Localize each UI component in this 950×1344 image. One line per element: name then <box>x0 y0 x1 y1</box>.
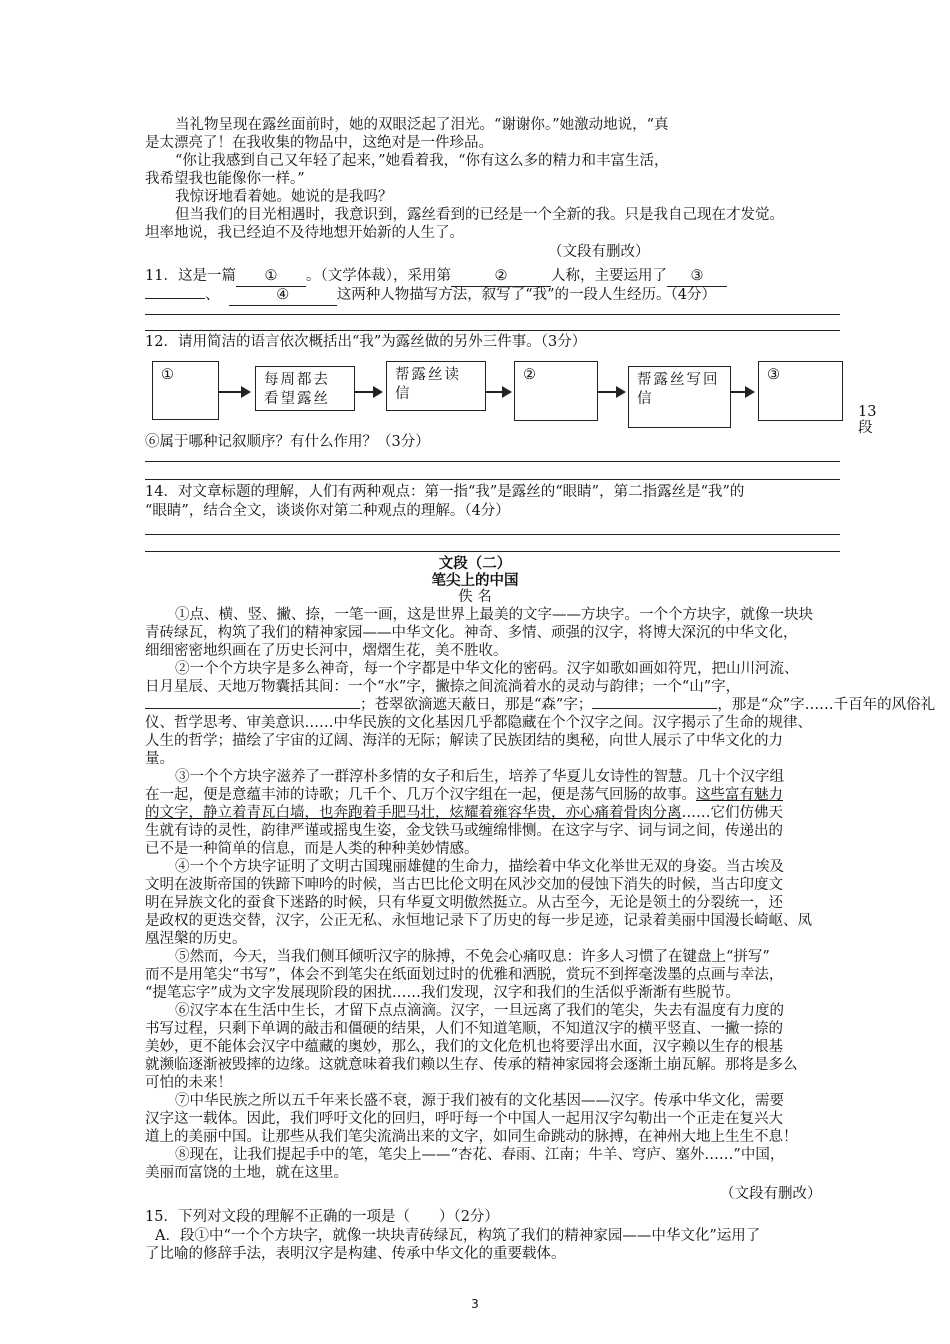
passage-line: ⑥汉字本在生活中生长，才留下点点滴滴。汉字，一旦远离了我们的笔尖，失去有温度有力度的 <box>175 1003 784 1019</box>
story-para-4: 但当我们的目光相遇时，我意识到，露丝看到的已经是一个全新的我。只是我自己现在才发觉。 <box>175 207 784 223</box>
passage-line: 是政权的更迭交替，汉字，公正无私、永恒地记录下了历史的每一步足迹，记录着美丽中国漫长崎岖、凤 <box>145 913 812 929</box>
underlined-text: 的文字，静立着青瓦白墙，也奔跑着手肥马壮，炫耀着雍容华贵，亦心痛着骨肉分离 <box>145 805 682 821</box>
question-11-line2 <box>145 286 716 306</box>
passage-line: ③一个个方块字滋养了一群淳朴多情的女子和后生，培养了华夏儿女诗性的智慧。几十个汉字组 <box>175 769 784 785</box>
question-14-line1: 14．对文章标题的理解，人们有两种观点：第一指“我”是露丝的“眼睛”，第二指露丝是“我”的 <box>145 484 745 500</box>
passage-text: ；苍翠欲滴遮天蔽日，那是“森”字； <box>360 697 593 713</box>
passage-line: 书写过程，只剩下单调的敲击和僵硬的结果，人们不知道笔顺，不知道汉字的横平竖直、一撇一捺的 <box>145 1021 783 1037</box>
story-edit-note: （文段有删改） <box>548 244 650 260</box>
q13-side-label: 段 <box>858 420 873 436</box>
passage-line: 美妙，更不能体会汉字中蕴藏的奥妙，那么，我们的文化危机也将要浮出水面，汉字赖以生存的根基 <box>145 1039 783 1055</box>
story-para-2: “你让我感到自己又年轻了起来，”她看着我，“你有这么多的精力和丰富生活， <box>175 153 669 169</box>
answer-line[interactable] <box>145 314 840 315</box>
answer-line[interactable] <box>145 461 840 462</box>
flow-box-6[interactable]: ③ <box>758 361 843 421</box>
passage-author: 佚 名 <box>458 589 492 605</box>
passage-line: ⑦中华民族之所以五千年来长盛不衰，源于我们被有的文化基因——汉字。传承中华文化，需要 <box>175 1093 784 1109</box>
question-15: 15．下列对文段的理解不正确的一项是（ ）（2分） <box>145 1209 499 1225</box>
passage-text: 在一起，便是意蕴丰沛的诗歌；几千个、几万个汉字组在一起，便是荡气回肠的故事。 <box>145 787 696 803</box>
flow-box-1[interactable]: ① <box>152 361 219 420</box>
flow-box-4[interactable]: ② <box>514 361 598 421</box>
passage-line: 已不是一种简单的信息，而是人类的种种美妙情感。 <box>145 841 479 857</box>
story-para-3: 我惊讶地看着她。她说的是我吗？ <box>175 189 393 205</box>
q11-text-d: 、 <box>205 287 220 303</box>
flow-box-5: 帮露丝写回信 <box>628 366 731 428</box>
passage-line: 道上的美丽中国。让那些从我们笔尖流淌出来的文字，如同生命跳动的脉搏，在神州大地上生生不息！ <box>145 1129 798 1145</box>
answer-line[interactable] <box>145 479 840 480</box>
passage-edit-note: （文段有删改） <box>720 1186 822 1202</box>
underlined-text: 这些富有魅力 <box>696 787 783 803</box>
passage-line-with-blank <box>145 696 935 715</box>
passage-line: 可怕的未来！ <box>145 1075 232 1091</box>
story-para-1b: 是太漂亮了！在我收集的物品中，这绝对是一件珍品。 <box>145 135 493 151</box>
passage-line: ①点、横、竖、撇、捺，一笔一画，这是世界上最美的文字——方块字。一个个方块字，就像一块块 <box>175 607 813 623</box>
passage-text: ，那是“众”字……千百年的风俗礼 <box>717 697 936 713</box>
passage-line: ②一个个方块字是多么神奇，每一个字都是中华文化的密码。汉字如歌如画如符咒，把山川河流、 <box>175 661 799 677</box>
q11-blank-4[interactable]: ④ <box>229 286 337 306</box>
passage-line: 明在异族文化的蚕食下迷路的时候，只有华夏文明傲然挺立。从古至今，无论是领土的分裂统一，还 <box>145 895 783 911</box>
passage-line-underlined <box>145 786 783 805</box>
q11-text-a: 11．这是一篇 <box>145 268 236 284</box>
passage-line: 仪、哲学思考、审美意识……中华民族的文化基因几乎都隐藏在个个汉字之间。汉字揭示了生命的规律、 <box>145 715 812 731</box>
question-12: 12．请用简洁的语言依次概括出“我”为露丝做的另外三件事。（3分） <box>145 334 587 350</box>
passage-line: ⑧现在，让我们提起手中的笔，笔尖上——“杏花、春雨、江南；牛羊、穹庐、塞外……”中国， <box>175 1147 785 1163</box>
passage-line: 细细密密地织画在了历史长河中，熠熠生花，美不胜收。 <box>145 643 508 659</box>
passage-line: 凰涅槃的历史。 <box>145 931 247 947</box>
passage-line: 生就有诗的灵性，韵律严谨或摇曳生姿，金戈铁马或缠绵悱恻。在这字与字、词与词之间，传递出的 <box>145 823 783 839</box>
q11-blank-3b[interactable] <box>145 298 205 299</box>
question-11 <box>145 267 727 287</box>
q15-option-a-cont: 了比喻的修辞手法，表明汉字是构建、传承中华文化的重要载体。 <box>145 1246 566 1262</box>
arrow-icon <box>598 391 624 393</box>
passage-line: 人生的哲学；描绘了宇宙的辽阔、海洋的无际；解读了民族团结的奥秘，向世人展示了中华文化的力 <box>145 733 783 749</box>
q11-text-c: 人称，主要运用了 <box>550 268 667 284</box>
passage-line: ④一个个方块字证明了文明古国瑰丽雄健的生命力，描绘着中华文化举世无双的身姿。当古埃及 <box>175 859 784 875</box>
answer-line[interactable] <box>145 534 840 535</box>
q11-text-e: 这两种人物描写方法，叙写了“我”的一段人生经历。（4分） <box>336 287 717 303</box>
story-para-2b: 我希望我也能像你一样。” <box>145 171 305 187</box>
story-para-1: 当礼物呈现在露丝面前时，她的双眼泛起了泪光。“谢谢你。”她激动地说，“真 <box>175 117 669 133</box>
story-para-4b: 坦率地说，我已经迫不及待地想开始新的人生了。 <box>145 225 464 241</box>
fill-blank[interactable] <box>145 708 360 709</box>
arrow-icon <box>219 391 249 393</box>
passage-line: 量。 <box>145 751 174 767</box>
arrow-icon <box>355 391 381 393</box>
flow-box-3: 帮露丝读信 <box>386 361 486 411</box>
q11-text-b: 。（文学体裁），采用第 <box>305 268 451 284</box>
question-13: ⑥属于哪种记叙顺序？有什么作用？（3分） <box>145 434 430 450</box>
fill-blank[interactable] <box>592 708 717 709</box>
passage-line: 日月星辰、天地万物囊括其间：一个“水”字，撇捺之间流淌着水的灵动与韵律；一个“山”字， <box>145 679 741 695</box>
answer-line[interactable] <box>145 551 840 552</box>
passage-line-underlined <box>145 804 783 823</box>
passage-title: 笔尖上的中国 <box>431 572 519 589</box>
arrow-icon <box>486 391 510 393</box>
q13-side-number: 13 <box>858 404 877 420</box>
q11-blank-3[interactable]: ③ <box>667 267 727 287</box>
passage-line: 美丽而富饶的土地，就在这里。 <box>145 1165 348 1181</box>
page-number: 3 <box>471 1297 479 1311</box>
passage-line: 青砖绿瓦，构筑了我们的精神家园——中华文化。神奇、多情、顽强的汉字，将博大深沉的中华文化， <box>145 625 798 641</box>
passage-line: 汉字这一载体。因此，我们呼吁文化的回归，呼吁每一个中国人一起用汉字勾勒出一个正走在复兴大 <box>145 1111 783 1127</box>
answer-line[interactable] <box>145 330 840 331</box>
passage-text: ……它们仿佛天 <box>681 805 783 821</box>
flow-box-2: 每周都去看望露丝 <box>255 366 355 411</box>
q11-blank-2[interactable]: ② <box>451 267 551 287</box>
question-14-line2: “眼睛”，结合全文，谈谈你对第二种观点的理解。（4分） <box>145 503 510 519</box>
passage-line: 文明在波斯帝国的铁蹄下呻吟的时候，当古巴比伦文明在风沙交加的侵蚀下消失的时候，当古印度文 <box>145 877 783 893</box>
section-heading: 文段（二） <box>438 555 512 572</box>
passage-line: “提笔忘字”成为文字发展现阶段的困扰……我们发现，汉字和我们的生活似乎渐渐有些脱节。 <box>145 985 740 1001</box>
passage-line: 而不是用笔尖“书写”，体会不到笔尖在纸面划过时的优雅和洒脱，赏玩不到挥毫泼墨的点画与幸法， <box>145 967 784 983</box>
arrow-icon <box>731 391 753 393</box>
q15-option-a[interactable]: A．段①中“一个个方块字，就像一块块青砖绿瓦，构筑了我们的精神家园——中华文化”运用了 <box>155 1228 761 1244</box>
passage-line: ⑤然而，今天，当我们侧耳倾听汉字的脉搏，不免会心痛叹息：许多人习惯了在键盘上“拼写” <box>175 949 770 965</box>
passage-line: 就濒临逐渐被毁摔的边缘。这就意味着我们赖以生存、传承的精神家园将会逐渐土崩瓦解。那将是多么 <box>145 1057 798 1073</box>
q11-blank-1[interactable]: ① <box>236 267 306 287</box>
